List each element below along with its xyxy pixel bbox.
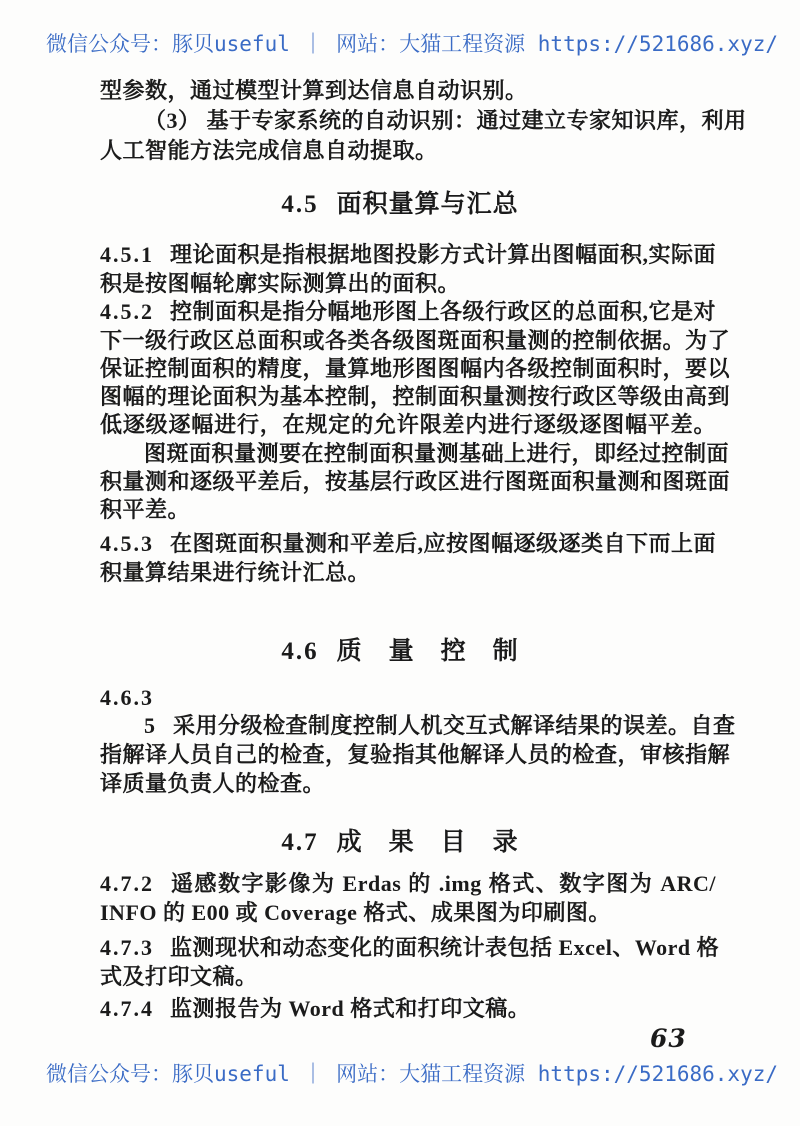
watermark-top: 微信公众号：豚贝useful ｜ 网站：大猫工程资源 https://521686.xyz/ — [46, 32, 779, 56]
clause-number: 4.6.3 — [100, 685, 154, 710]
section-number: 4.6 — [281, 638, 319, 665]
line-text: 保证控制面积的精度，量算地形图图幅内各级控制面积时，要以 — [100, 356, 731, 381]
line-text: 采用分级检查制度控制人机交互式解译结果的误差。自查 — [173, 713, 736, 738]
clause-line — [100, 871, 716, 897]
body-line — [100, 771, 716, 797]
clause-line — [100, 685, 716, 711]
body-line — [100, 328, 731, 354]
body-line — [100, 412, 716, 438]
line-text: 型参数，通过模型计算到达信息自动识别。 — [100, 78, 528, 103]
line-text: 式及打印文稿。 — [100, 964, 258, 989]
clause-number: 5 — [144, 713, 157, 738]
clause-number: 4.5.3 — [100, 531, 154, 556]
section-number: 4.7 — [281, 829, 319, 856]
clause-number: 4.7.4 — [100, 996, 154, 1021]
body-line — [100, 356, 731, 382]
line-text: 译质量负责人的检查。 — [100, 771, 326, 796]
clause-line — [100, 713, 736, 739]
body-line — [100, 108, 747, 134]
section-title: 成 果 目 录 — [336, 829, 519, 856]
line-text: （3） 基于专家系统的自动识别：通过建立专家知识库，利用 — [144, 108, 747, 133]
body-line — [100, 384, 731, 410]
section-heading-4-6 — [0, 631, 800, 667]
clause-line — [100, 242, 716, 268]
section-number: 4.5 — [281, 191, 319, 218]
line-text: 低逐级逐幅进行，在规定的允许限差内进行逐级逐图幅平差。 — [100, 412, 716, 437]
section-heading-4-5 — [0, 184, 800, 220]
line-text: 积是按图幅轮廓实际测算出的面积。 — [100, 271, 461, 296]
clause-number: 4.7.2 — [100, 871, 154, 896]
section-heading-4-7 — [0, 822, 800, 858]
line-text: 图幅的理论面积为基本控制，控制面积量测按行政区等级由高到 — [100, 384, 731, 409]
body-line — [100, 964, 716, 990]
line-text: 理论面积是指根据地图投影方式计算出图幅面积,实际面 — [170, 242, 717, 267]
line-text: 指解译人员自己的检查，复验指其他解译人员的检查，审核指解 — [100, 742, 731, 767]
body-line — [100, 900, 716, 926]
clause-line — [100, 531, 716, 557]
line-text: 遥感数字影像为 Erdas 的 .img 格式、数字图为 ARC/ — [170, 871, 716, 896]
line-text: 监测报告为 Word 格式和打印文稿。 — [170, 996, 531, 1021]
body-line — [100, 560, 716, 586]
body-line — [100, 271, 716, 297]
line-text: 监测现状和动态变化的面积统计表包括 Excel、Word 格 — [170, 935, 720, 960]
clause-number: 4.5.1 — [100, 242, 154, 267]
line-text: 积量测和逐级平差后，按基层行政区进行图斑面积量测和图斑面 — [100, 469, 731, 494]
line-text: 控制面积是指分幅地形图上各级行政区的总面积,它是对 — [170, 299, 717, 324]
clause-number: 4.5.2 — [100, 299, 154, 324]
line-text: 积平差。 — [100, 497, 191, 522]
body-line — [100, 441, 730, 467]
line-text: 下一级行政区总面积或各类各级图斑面积量测的控制依据。为了 — [100, 328, 731, 353]
line-text: INFO 的 E00 或 Coverage 格式、成果图为印刷图。 — [100, 900, 611, 925]
line-text: 图斑面积量测要在控制面积量测基础上进行，即经过控制面 — [144, 441, 730, 466]
body-line — [100, 742, 731, 768]
body-line — [100, 138, 716, 164]
section-title: 质 量 控 制 — [336, 638, 519, 665]
section-title: 面积量算与汇总 — [336, 191, 519, 218]
clause-line — [100, 299, 716, 325]
line-text: 人工智能方法完成信息自动提取。 — [100, 138, 438, 163]
clause-number: 4.7.3 — [100, 935, 154, 960]
body-line — [100, 469, 731, 495]
body-line — [100, 497, 716, 523]
page-number: 63 — [650, 1024, 687, 1053]
watermark-bottom: 微信公众号：豚贝useful ｜ 网站：大猫工程资源 https://521686.xyz/ — [46, 1062, 779, 1086]
clause-line — [100, 935, 720, 961]
line-text: 积量算结果进行统计汇总。 — [100, 560, 371, 585]
clause-line — [100, 996, 716, 1022]
line-text: 在图斑面积量测和平差后,应按图幅逐级逐类自下而上面 — [170, 531, 717, 556]
body-line — [100, 78, 716, 104]
